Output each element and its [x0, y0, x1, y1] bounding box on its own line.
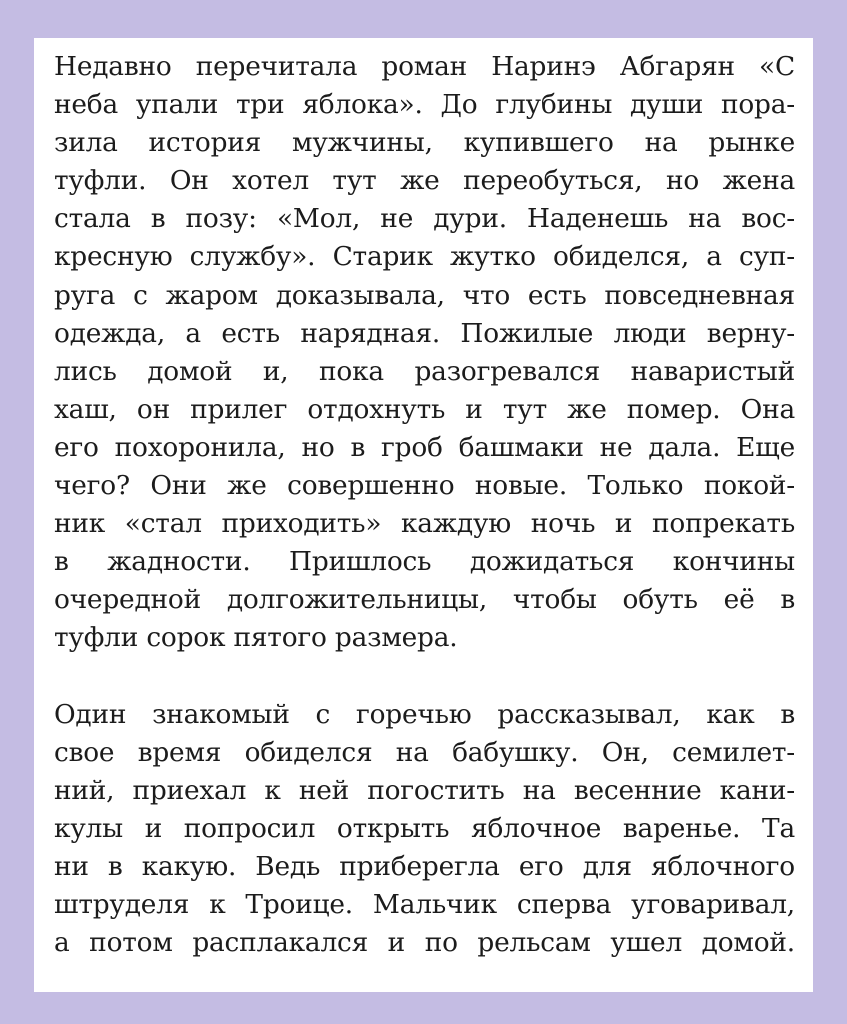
text-line: одежда, а есть нарядная. Пожилые люди верну- — [54, 317, 795, 349]
text-line: Недавно перечитала роман Наринэ Абгарян «С — [54, 51, 795, 82]
text-line: туфли. Он хотел тут же переобуться, но жена — [54, 165, 795, 197]
text-line: очередной долгожительницы, чтобы обуть её в — [54, 584, 795, 616]
text-line: ни в какую. Ведь приберегла его для яблочного — [54, 850, 795, 882]
text-line: а потом расплакался и по рельсам ушел домой. — [54, 927, 795, 959]
text-line: в жадности. Пришлось дожидаться кончины — [54, 546, 795, 578]
paragraph-1 — [54, 48, 795, 658]
text-line: ний, приехал к ней погостить на весенние кани- — [54, 774, 795, 806]
text-line: кресную службу». Старик жутко обиделся, а суп- — [54, 241, 795, 273]
text-card — [34, 38, 813, 992]
text-line: неба упали три яблока». До глубины души пора- — [54, 89, 795, 121]
text-line: лись домой и, пока разогревался наваристый — [54, 355, 795, 387]
text-line: ник «стал приходить» каждую ночь и попрекать — [54, 508, 795, 540]
text-line: руга с жаром доказывала, что есть повседневная — [54, 279, 795, 311]
text-line: кулы и попросил открыть яблочное варенье. Та — [54, 812, 795, 844]
text-line: туфли сорок пятого размера. — [54, 622, 458, 654]
text-line: зила история мужчины, купившего на рынке — [54, 127, 795, 159]
text-line: стала в позу: «Мол, не дури. Наденешь на вос- — [54, 203, 795, 235]
text-line: его похоронила, но в гроб башмаки не дала. Еще — [54, 431, 795, 463]
text-line: свое время обиделся на бабушку. Он, семилет- — [54, 736, 795, 768]
paragraph-gap — [54, 658, 795, 696]
text-line: штруделя к Троице. Мальчик сперва уговаривал, — [54, 888, 795, 920]
text-line: чего? Они же совершенно новые. Только покой- — [54, 470, 795, 502]
text-line: Один знакомый с горечью рассказывал, как в — [54, 698, 795, 730]
paragraph-2 — [54, 696, 795, 963]
text-line: хаш, он прилег отдохнуть и тут же помер. Она — [54, 393, 795, 425]
